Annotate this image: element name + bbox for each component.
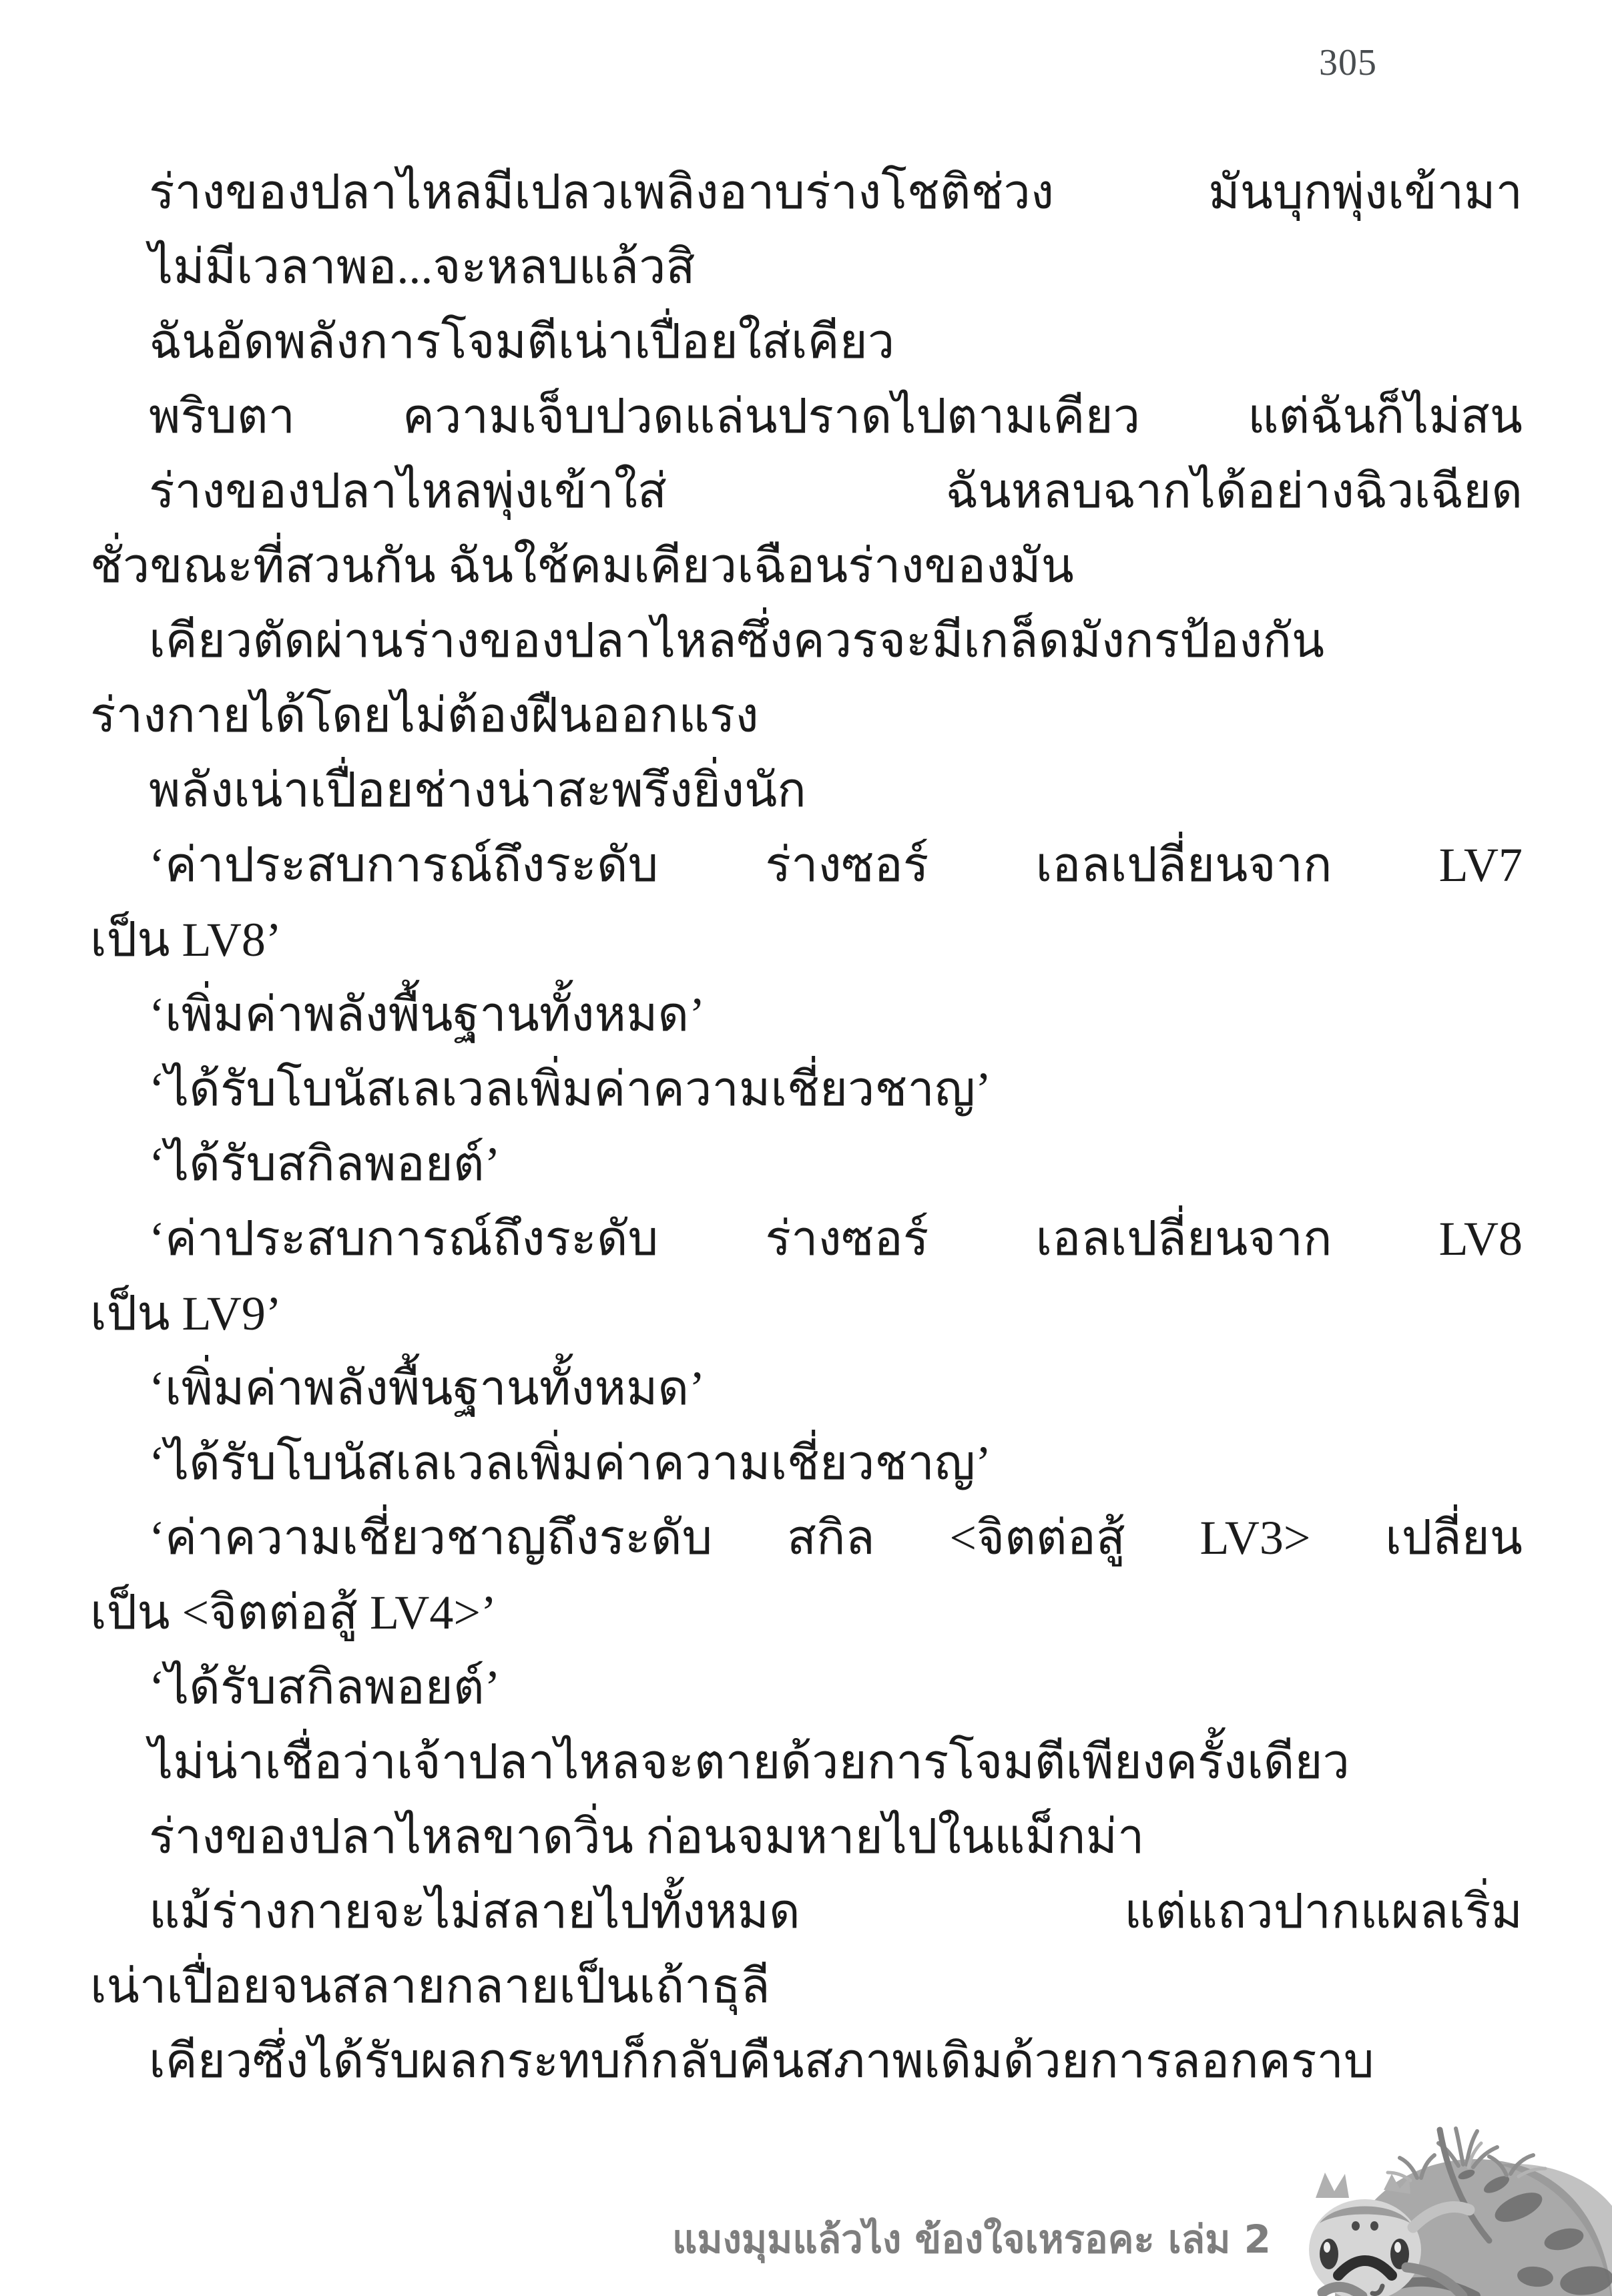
body-line: ร่างของปลาไหลพุ่งเข้าใส่ ฉันหลบฉากได้อย่างฉิวเฉียด (149, 465, 1523, 518)
body-line: เป็น LV9’ (90, 1287, 282, 1340)
body-line: ร่างของปลาไหลขาดวิ่น ก่อนจมหายไปในแม็กม่า (149, 1810, 1145, 1863)
body-line: ‘เพิ่มค่าพลังพื้นฐานทั้งหมด’ (149, 988, 706, 1041)
spider-on-rock-illustration (1298, 2126, 1612, 2296)
body-line: เคียวซึ่งได้รับผลกระทบก็กลับคืนสภาพเดิมด้วยการลอกคราบ (149, 2034, 1374, 2088)
body-line: พลังเน่าเปื่อยช่างน่าสะพรึงยิ่งนัก (149, 764, 806, 817)
body-line: ‘เพิ่มค่าพลังพื้นฐานทั้งหมด’ (149, 1362, 706, 1415)
body-line: เป็น LV8’ (90, 913, 282, 966)
footer-book-title: แมงมุมแล้วไง ข้องใจเหรอคะ เล่ม 2 (671, 2217, 1271, 2262)
body-line: ‘ค่าความเชี่ยวชาญถึงระดับ สกิล <จิตต่อสู้ LV3> เปลี่ยน (149, 1511, 1523, 1564)
body-line: ร่างกายได้โดยไม่ต้องฝืนออกแรง (90, 689, 759, 742)
body-line: ‘ค่าประสบการณ์ถึงระดับ ร่างซอร์ เอลเปลี่ยนจาก LV7 (149, 838, 1523, 892)
spider-big-eye-right-shine (1394, 2242, 1401, 2253)
body-line: เน่าเปื่อยจนสลายกลายเป็นเถ้าธุลี (90, 1960, 770, 2013)
body-line: ‘ได้รับโบนัสเลเวลเพิ่มค่าความเชี่ยวชาญ’ (149, 1063, 992, 1116)
body-line: พริบตา ความเจ็บปวดแล่นปราดไปตามเคียว แต่ฉันก็ไม่สน (149, 390, 1523, 443)
spider-horns (1316, 2173, 1349, 2198)
body-line: ‘ได้รับสกิลพอยต์’ (149, 1137, 501, 1191)
spider-small-eye-right (1370, 2221, 1378, 2231)
body-line: เป็น <จิตต่อสู้ LV4>’ (90, 1586, 497, 1639)
body-line: ‘ได้รับสกิลพอยต์’ (149, 1661, 501, 1714)
body-text (90, 155, 1523, 2098)
body-line: ไม่มีเวลาพอ...จะหลบแล้วสิ (149, 240, 696, 294)
body-line: ‘ค่าประสบการณ์ถึงระดับ ร่างซอร์ เอลเปลี่ยนจาก LV8 (149, 1212, 1523, 1265)
body-line: ฉันอัดพลังการโจมตีเน่าเปื่อยใส่เคียว (149, 315, 895, 368)
body-line: เคียวตัดผ่านร่างของปลาไหลซึ่งควรจะมีเกล็ดมังกรป้องกัน (149, 614, 1325, 667)
body-line: ร่างของปลาไหลมีเปลวเพลิงอาบร่างโชติช่วง มันบุกพุ่งเข้ามา (149, 166, 1523, 219)
page-number: 305 (1319, 42, 1377, 83)
spider-big-eye-left-shine (1324, 2242, 1330, 2253)
body-line: แม้ร่างกายจะไม่สลายไปทั้งหมด แต่แถวปากแผลเริ่ม (149, 1885, 1523, 1938)
spider-small-eye-left (1352, 2221, 1360, 2231)
body-line: ไม่น่าเชื่อว่าเจ้าปลาไหลจะตายด้วยการโจมตีเพียงครั้งเดียว (149, 1735, 1350, 1789)
body-line: ‘ได้รับโบนัสเลเวลเพิ่มค่าความเชี่ยวชาญ’ (149, 1436, 992, 1490)
body-line: ชั่วขณะที่สวนกัน ฉันใช้คมเคียวเฉือนร่างของมัน (90, 539, 1074, 593)
